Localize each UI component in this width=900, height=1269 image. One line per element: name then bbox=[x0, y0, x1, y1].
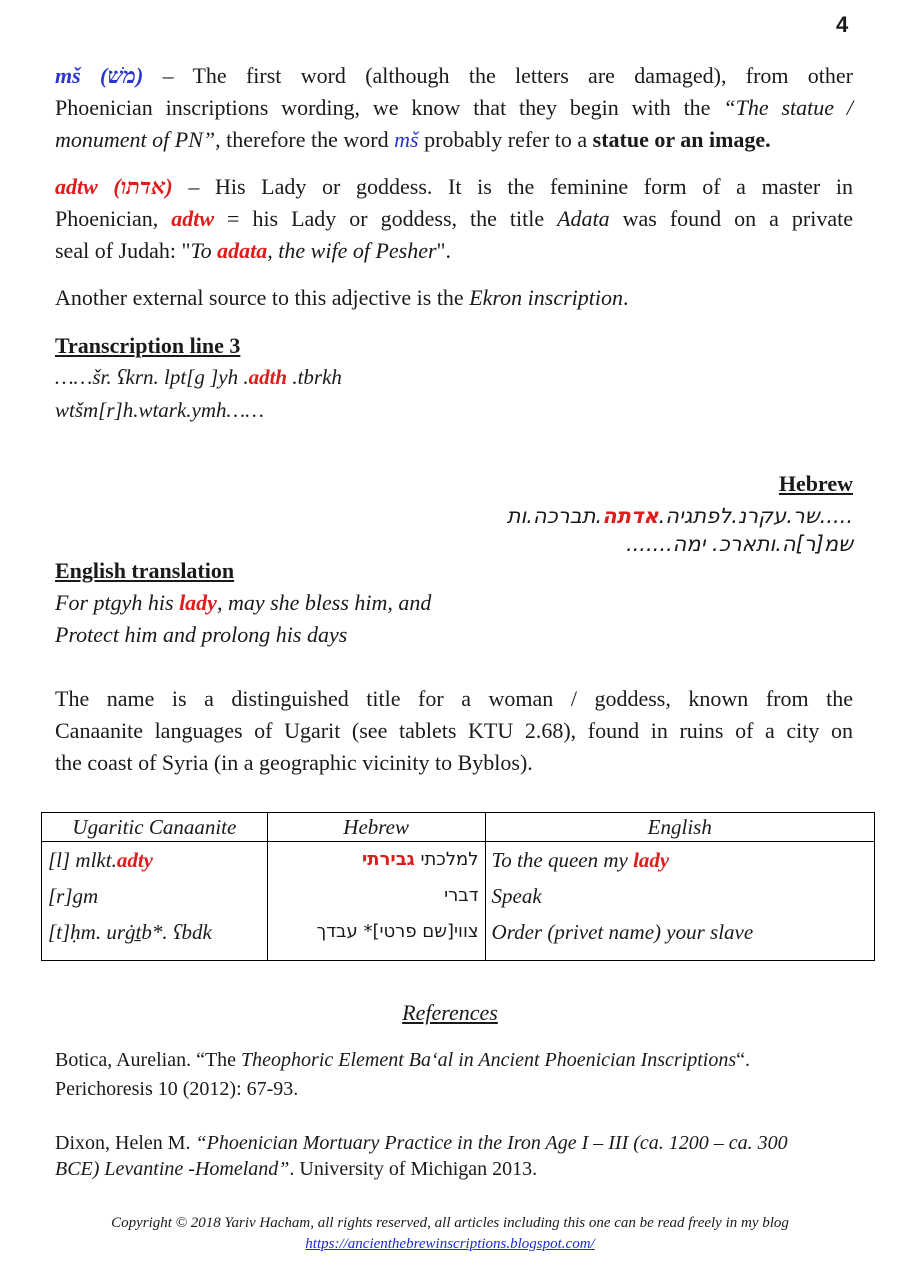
ms-quote: monument of PN”, bbox=[55, 127, 221, 152]
adtw-term: adtw (אדתו) bbox=[55, 174, 173, 199]
hebrew-line-2: שמ[ר]ה.ותארכ. ימה....... bbox=[625, 532, 853, 556]
english-line-1 bbox=[55, 587, 431, 619]
ms-paragraph bbox=[55, 60, 853, 156]
english-line-2: Protect him and prolong his days bbox=[55, 622, 348, 647]
ms-quote: “The statue / bbox=[723, 95, 854, 120]
column-header: English bbox=[485, 813, 874, 842]
ref-text: Dixon, Helen M. bbox=[55, 1132, 196, 1154]
ref-title: Theophoric Element Ba‘al in Ancient Phoenician Inscriptions bbox=[241, 1049, 737, 1071]
column-header: Hebrew bbox=[267, 813, 485, 842]
english-cell: Speak bbox=[485, 878, 874, 914]
transcription-line-1 bbox=[55, 362, 342, 392]
page-number: 4 bbox=[836, 12, 849, 37]
ms-term-inline: mš bbox=[394, 127, 419, 152]
seal-quote: To bbox=[190, 238, 218, 263]
hebrew-cell: דברי bbox=[267, 878, 485, 914]
cell-red: adty bbox=[116, 848, 153, 872]
english-cell bbox=[485, 842, 874, 879]
ms-bold-phrase: statue or an image. bbox=[592, 127, 771, 152]
ms-text: probably refer to a bbox=[418, 127, 593, 152]
adtw-text: seal of Judah: " bbox=[55, 238, 191, 263]
transcription-heading: Transcription line 3 bbox=[55, 333, 241, 358]
ekron-paragraph bbox=[55, 282, 853, 314]
column-header: Ugaritic Canaanite bbox=[42, 813, 268, 842]
ms-text: Phoenician inscriptions wording, we know that they begin with the bbox=[55, 95, 724, 120]
ekron-text: . bbox=[623, 285, 629, 310]
cell-red: גבירתי bbox=[361, 849, 415, 870]
ref-text: . University of Michigan 2013. bbox=[289, 1158, 538, 1180]
ref-title: “Phoenician Mortuary Practice in the Iron Age I – III (ca. 1200 – ca. 300 bbox=[195, 1132, 788, 1154]
table-row bbox=[42, 878, 875, 914]
hebrew-red: אדתה bbox=[602, 504, 659, 528]
transcription-text: ……šr. ʕkrn. lpt[g ]yh . bbox=[55, 365, 249, 389]
ref-title: BCE) Levantine -Homeland” bbox=[55, 1158, 290, 1180]
adtw-text: Phoenician, bbox=[55, 206, 172, 231]
adtw-paragraph bbox=[55, 171, 853, 267]
hebrew-cell: צווי[שם פרטי]* עבדך bbox=[267, 914, 485, 961]
seal-quote: , the wife of Pesher bbox=[267, 238, 437, 263]
hebrew-line-1 bbox=[507, 502, 853, 530]
transcription-text: .tbrkh bbox=[287, 365, 342, 389]
ekron-title: Ekron inscription bbox=[469, 285, 623, 310]
ms-text: – The first word (although the letters are damaged), from other bbox=[143, 63, 854, 88]
ms-term: mš (משׁ) bbox=[55, 63, 144, 88]
name-paragraph bbox=[55, 683, 853, 779]
transcription-red: adth bbox=[248, 365, 288, 389]
table-header-row bbox=[42, 813, 875, 842]
reference-1 bbox=[55, 1046, 750, 1075]
hebrew-text: .....שר.עקרנ.לפתגיה. bbox=[658, 504, 853, 528]
gloss-table bbox=[41, 812, 875, 961]
copyright-text: Copyright © 2018 Yariv Hacham, all rights reserved, all articles including this one can be read freely in my blog bbox=[111, 1215, 789, 1231]
hebrew-text: .תברכה.ות bbox=[506, 504, 603, 528]
table-row bbox=[42, 842, 875, 879]
references-heading: References bbox=[402, 1000, 498, 1025]
ugaritic-cell: [r]gm bbox=[42, 878, 268, 914]
adtw-text: – His Lady or goddess. It is the feminine form of a master in bbox=[172, 174, 853, 199]
name-text: The name is a distinguished title for a woman / goddess, known from the bbox=[55, 686, 853, 711]
cell-text: למלכתי bbox=[414, 849, 479, 870]
ugaritic-cell bbox=[42, 842, 268, 879]
ugaritic-cell: [t]ḥm. urġṯb*. ʕbdk bbox=[42, 914, 268, 961]
reference-2 bbox=[55, 1129, 788, 1158]
adtw-term-inline: adtw bbox=[171, 206, 215, 231]
english-cell: Order (privet name) your slave bbox=[485, 914, 874, 961]
adtw-text: ". bbox=[436, 238, 452, 263]
english-text: For ptgyh his bbox=[55, 590, 180, 615]
hebrew-cell bbox=[267, 842, 485, 879]
transcription-line-2: wtšm[r]h.wtark.ymh…… bbox=[55, 398, 264, 422]
name-text: the coast of Syria (in a geographic vicinity to Byblos). bbox=[55, 750, 533, 775]
blog-link[interactable]: https://ancienthebrewinscriptions.blogspot.com/ bbox=[305, 1236, 595, 1252]
cell-text: [l] mlkt. bbox=[48, 848, 117, 872]
reference-2-line-2 bbox=[55, 1155, 537, 1184]
reference-1-line-2: Perichoresis 10 (2012): 67-93. bbox=[55, 1078, 299, 1100]
ref-text: Botica, Aurelian. “The bbox=[55, 1049, 242, 1071]
name-text: Canaanite languages of Ugarit (see tablets KTU 2.68), found in ruins of a city on bbox=[55, 718, 853, 743]
english-heading: English translation bbox=[55, 558, 235, 583]
cell-red: lady bbox=[633, 848, 670, 872]
adtw-text: = his Lady or goddess, the title bbox=[214, 206, 558, 231]
adata-red: adata bbox=[217, 238, 268, 263]
ekron-text: Another external source to this adjective is the bbox=[55, 285, 470, 310]
hebrew-heading: Hebrew bbox=[778, 471, 853, 496]
adtw-text: was found on a private bbox=[609, 206, 853, 231]
copyright-footer bbox=[0, 1213, 900, 1255]
table-row bbox=[42, 914, 875, 961]
english-text: , may she bless him, and bbox=[216, 590, 432, 615]
ms-text: therefore the word bbox=[220, 127, 395, 152]
cell-text: To the queen my bbox=[491, 848, 634, 872]
adata-word: Adata bbox=[557, 206, 610, 231]
ref-text: “. bbox=[736, 1049, 751, 1071]
english-red: lady bbox=[179, 590, 217, 615]
